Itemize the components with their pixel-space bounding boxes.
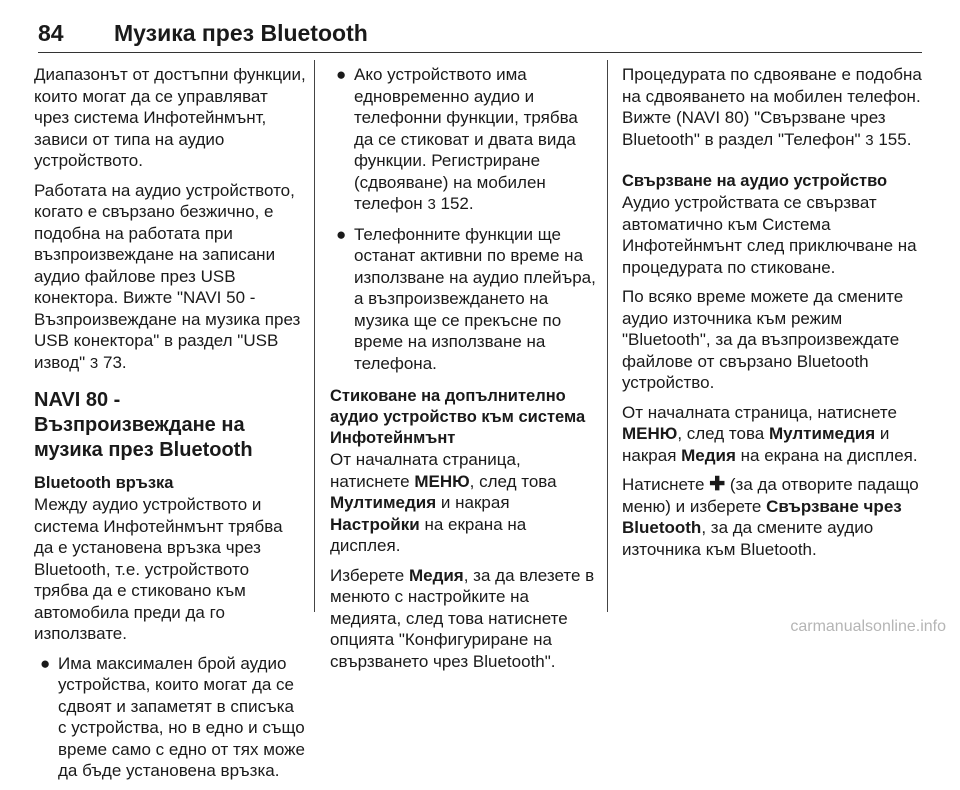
paragraph: От началната страница, натиснете МЕНЮ, след това Мултимедия и накрая Медия на екрана на дисплея. [622,402,918,465]
bullet-icon: ● [40,653,51,673]
bluetooth-connect-term: Свързване чрез Bluetooth [622,496,902,537]
page-reference: 155. [878,129,912,149]
bullet-icon: ● [336,224,347,244]
page-ref-arrow-icon: 3 [865,131,874,149]
menu-term: МЕНЮ [622,424,678,443]
paragraph: Между аудио устройството и система Инфотейнмънт трябва да е установена връзка чрез Bluetooth, т.е. устройството трябва да е стиковано към автомобила преди да го използвате. [34,495,283,643]
paragraph: По всяко време можете да смените аудио източника към режим "Bluetooth", за да възпроизвеждате файлове от свързано Bluetooth устройство. [622,287,904,392]
paragraph: Процедурата по сдвояване е подобна на сдвояването на мобилен телефон. Вижте (NAVI 80) "Свързване чрез Bluetooth" в раздел "Телефон" 3 155. [622,65,922,149]
watermark: carmanualsonline.info [790,618,946,635]
media-term: Медия [681,445,736,465]
subsection-heading: Стиковане на допълнително аудио устройство към система Инфотейнмънт [330,387,586,447]
page-number: 84 [38,20,64,46]
section-heading: NAVI 80 - Възпроизвеждане на музика през Bluetooth [34,389,253,461]
page-ref-arrow-icon: 3 [427,196,436,213]
column-1 [34,64,306,790]
media-term: Медия [408,565,464,585]
column-2 [330,64,596,680]
page-reference: 73. [102,352,127,372]
multimedia-term: Мултимедия [330,493,437,512]
bullet-item: ● Има максимален брой аудио устройства, които могат да се сдвоят и запаметят в списъка с устройства, но в едно и също време само с едно от тях може да бъде установена връзка. [40,653,305,780]
paragraph: От началната страница, натиснете МЕНЮ, след това Мултимедия и накрая Настройки на екрана на дисплея. [330,450,557,555]
paragraph: Аудио устройствата се свързват автоматично към Система Инфотейнмънт след приключване на процедурата по стиковане. [622,193,917,277]
bullet-item: ● Телефонните функции ще останат активни по време на използване на аудио плейъра, а възпроизвеждането на музика ще се прекъсне по време на използване на телефона. [336,224,596,373]
paragraph: Натиснете ✚ (за да отворите падащо меню) и изберете Свързване чрез Bluetooth, за да смените аудио източника към Bluetooth. [622,474,919,559]
multimedia-term: Мултимедия [768,424,876,443]
paragraph: Изберете Медия, за да влезете в менюто с настройките на медията, след това натиснете опцията "Конфигуриране на свързването чрез Bluetooth". [330,565,595,671]
bullet-item: ● Ако устройството има едновременно аудио и телефонни функции, трябва да се стиковат и двата вида функции. Регистриране (сдвояване) на мобилен телефон 3 152. [336,65,578,213]
column-divider [314,60,315,612]
paragraph: Работата на аудио устройството, когато е свързано безжично, е подобна на работата при възпроизвеждане на записани аудио файлове през USB конектора. Вижте "NAVI 50 - Възпроизвеждане на музика през USB конектора" в раздел "USB извод" 3 73. [34,180,301,372]
page-ref-arrow-icon: 3 [89,354,99,372]
paragraph: Диапазонът от достъпни функции, които могат да се управляват чрез система Инфотейнмънт, зависи от типа на аудио устройството. [34,65,306,170]
settings-term: Настройки [330,514,420,534]
page-header [38,0,922,53]
plus-icon: ✚ [709,474,726,495]
bullet-icon: ● [336,65,347,84]
column-3 [622,64,922,568]
menu-term: МЕНЮ [414,471,470,491]
subsection-heading: Bluetooth връзка [34,474,174,492]
page-title: Музика през Bluetooth [114,20,368,46]
subsection-heading: Свързване на аудио устройство [622,172,888,190]
column-divider [607,60,608,612]
page-reference: 152. [440,194,474,213]
